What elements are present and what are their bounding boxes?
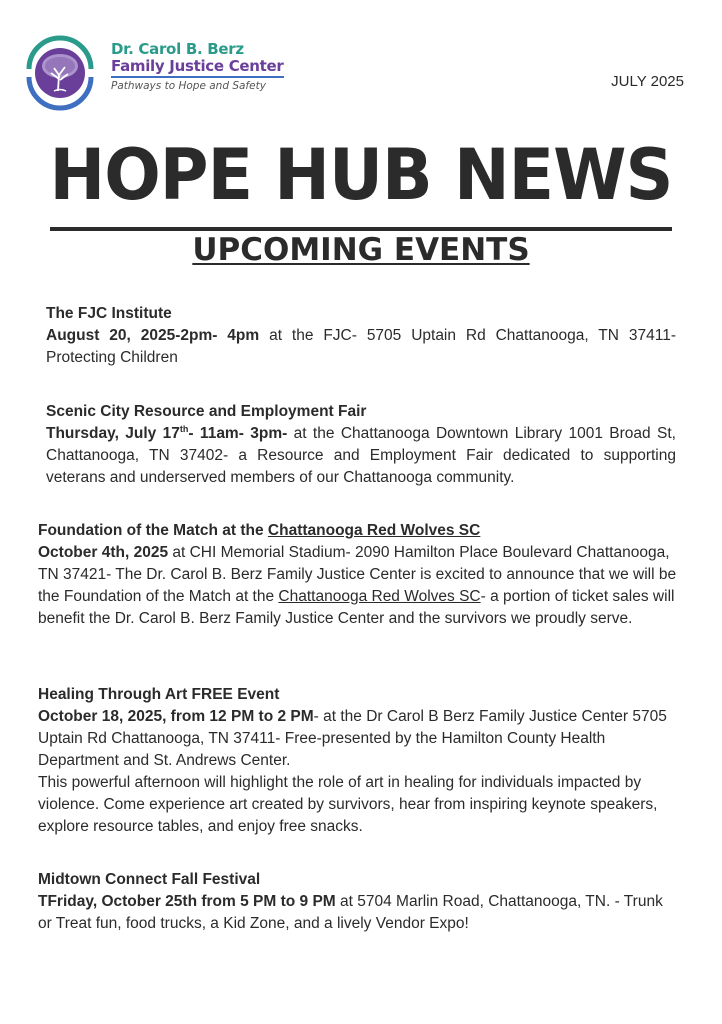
logo-wordmark xyxy=(111,41,284,93)
event-datetime: August 20, 2025-2pm- 4pm xyxy=(46,327,260,344)
event-details: at the FJC- 5705 Uptain Rd Chattanooga, TN 37411- Protecting Children xyxy=(46,327,676,366)
event-details: - at the Dr Carol B Berz Family Justice Center 5705 Uptain Rd Chattanooga, TN 37411- Free-presented by the Hamilton County Health Department and St. Andrews Center. xyxy=(38,708,667,769)
event-details: at CHI Memorial Stadium- 2090 Hamilton Place Boulevard Chattanooga, TN 37421- The Dr. Carol B. Berz Family Justice Center is excited to announce that we will be the Foundation of the Match at the xyxy=(38,544,677,605)
red-wolves-link-inline[interactable]: Chattanooga Red Wolves SC xyxy=(278,588,481,605)
red-wolves-link[interactable]: Chattanooga Red Wolves SC xyxy=(267,522,481,539)
event-datetime: TFriday, October 25th from 5 PM to 9 PM xyxy=(38,893,336,910)
ordinal-suffix: th xyxy=(179,423,189,434)
issue-date: JULY 2025 xyxy=(611,73,684,90)
event-details: at the Chattanooga Downtown Library 1001 Broad St, Chattanooga, TN 37402- a Resource and Employment Fair dedicated to supporting veterans and underserved members of our Chattanooga community. xyxy=(46,425,676,486)
event-title xyxy=(38,520,678,542)
event-details: at 5704 Marlin Road, Chattanooga, TN. - Trunk or Treat fun, food trucks, a Kid Zone, and a lively Vendor Expo! xyxy=(38,893,663,932)
logo-tagline: Pathways to Hope and Safety xyxy=(111,80,266,92)
event-resource-fair xyxy=(46,401,676,489)
event-datetime xyxy=(46,425,287,442)
event-title-prefix: Foundation of the Match at the xyxy=(38,522,268,539)
event-datetime: October 18, 2025, from 12 PM to 2 PM xyxy=(38,708,314,725)
event-red-wolves-match xyxy=(38,520,678,630)
event-title: Scenic City Resource and Employment Fair xyxy=(46,403,367,420)
event-title: The FJC Institute xyxy=(46,305,172,322)
logo-line-2: Family Justice Center xyxy=(111,58,284,78)
event-details-cont: - a portion of ticket sales will benefit the Dr. Carol B. Berz Family Justice Center and the survivors we proudly serve. xyxy=(38,588,675,627)
event-datetime: October 4th, 2025 xyxy=(38,544,169,561)
event-fjc-institute xyxy=(46,303,676,369)
event-title: Healing Through Art FREE Event xyxy=(38,686,280,703)
section-heading xyxy=(0,231,722,269)
newsletter-title: HOPE HUB NEWS xyxy=(49,134,673,216)
event-time: - 11am- 3pm- xyxy=(188,425,288,442)
tree-in-circle-icon xyxy=(21,33,99,111)
section-heading-text: UPCOMING EVENTS xyxy=(192,232,530,268)
event-healing-through-art xyxy=(38,684,678,838)
event-fall-festival xyxy=(38,869,678,935)
logo-line-1: Dr. Carol B. Berz xyxy=(111,40,244,58)
event-description: This powerful afternoon will highlight the role of art in healing for individuals impacted by violence. Come experience art created by survivors, hear from inspiring keynote speakers, explore resource tables, and enjoy free snacks. xyxy=(38,774,658,835)
organization-logo xyxy=(21,33,291,113)
event-date: Thursday, July 17 xyxy=(46,425,180,442)
event-title: Midtown Connect Fall Festival xyxy=(38,871,261,888)
